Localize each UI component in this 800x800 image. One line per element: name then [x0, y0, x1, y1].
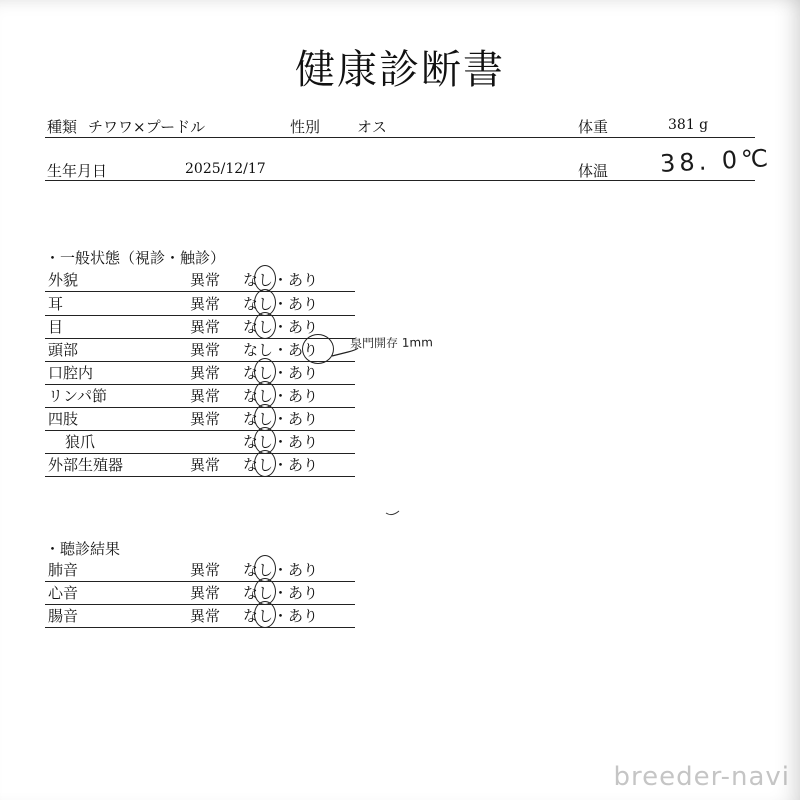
table-row [45, 292, 355, 316]
options-text: なし・あり [243, 561, 319, 579]
options-text: なし・あり [243, 318, 319, 336]
row-label: 肺音 [48, 561, 79, 579]
options-text: なし・あり [243, 271, 319, 289]
abnormal-label: 異常 [190, 456, 221, 474]
options-text: なし・あり [243, 410, 319, 428]
options-text: なし・あり [243, 584, 319, 602]
circle-mark-nashi [254, 265, 276, 292]
abnormal-label: 異常 [190, 387, 221, 405]
header-rule-1 [45, 137, 755, 138]
breed-value: チワワ×プードル [88, 118, 206, 136]
auscultation-section-heading: ・聴診結果 [45, 540, 121, 558]
row-label: 心音 [48, 584, 79, 602]
abnormal-label: 異常 [190, 364, 221, 382]
table-row [45, 581, 355, 605]
watermark: breeder-navi [613, 762, 790, 792]
row-label: 狼爪 [65, 433, 96, 451]
options-text: なし・あり [243, 341, 319, 359]
options-text: なし・あり [243, 387, 319, 405]
abnormal-label: 異常 [190, 561, 221, 579]
sex-label: 性別 [290, 118, 321, 136]
options-text: なし・あり [243, 295, 319, 313]
row-label: 外貌 [48, 271, 79, 289]
row-label: 耳 [48, 295, 64, 313]
table-row [45, 407, 355, 431]
document-title: 健康診断書 [295, 47, 505, 93]
abnormal-label: 異常 [190, 341, 221, 359]
circle-mark-nashi [254, 312, 276, 339]
abnormal-label: 異常 [190, 410, 221, 428]
circle-mark-nashi [254, 450, 276, 477]
options-text: なし・あり [243, 433, 319, 451]
header-rule-2 [45, 180, 755, 181]
options-text: なし・あり [243, 456, 319, 474]
weight-label: 体重 [578, 118, 609, 136]
abnormal-label: 異常 [190, 607, 221, 625]
options-text: なし・あり [243, 607, 319, 625]
table-row [45, 384, 355, 408]
options-text: なし・あり [243, 364, 319, 382]
abnormal-label: 異常 [190, 271, 221, 289]
breed-label: 種類 [47, 118, 78, 136]
table-row [45, 268, 355, 292]
row-label: 外部生殖器 [48, 456, 124, 474]
temperature-handwritten: 38. 0℃ [659, 144, 773, 178]
row-label: 口腔内 [48, 364, 94, 382]
table-row [45, 361, 355, 385]
weight-value: 381 g [668, 117, 709, 133]
row-label: 頭部 [48, 341, 79, 359]
abnormal-label: 異常 [190, 318, 221, 336]
temp-label: 体温 [578, 162, 609, 180]
table-row [45, 430, 355, 454]
table-row [45, 604, 355, 628]
sex-value: オス [357, 118, 387, 136]
general-section-heading: ・一般状態（視診・触診） [45, 249, 226, 267]
stray-pen-mark [385, 508, 401, 518]
dob-label: 生年月日 [47, 162, 108, 180]
circle-mark-nashi [254, 601, 276, 628]
row-label: 腸音 [48, 607, 79, 625]
table-row [45, 453, 355, 477]
handwritten-note-fontanelle: 泉門開存 1mm [349, 335, 433, 351]
row-label: 四肢 [48, 410, 79, 428]
row-label: リンパ節 [48, 387, 107, 405]
abnormal-label: 異常 [190, 295, 221, 313]
table-row [45, 558, 355, 582]
dob-value: 2025/12/17 [185, 161, 266, 177]
row-label: 目 [48, 318, 64, 336]
abnormal-label: 異常 [190, 584, 221, 602]
